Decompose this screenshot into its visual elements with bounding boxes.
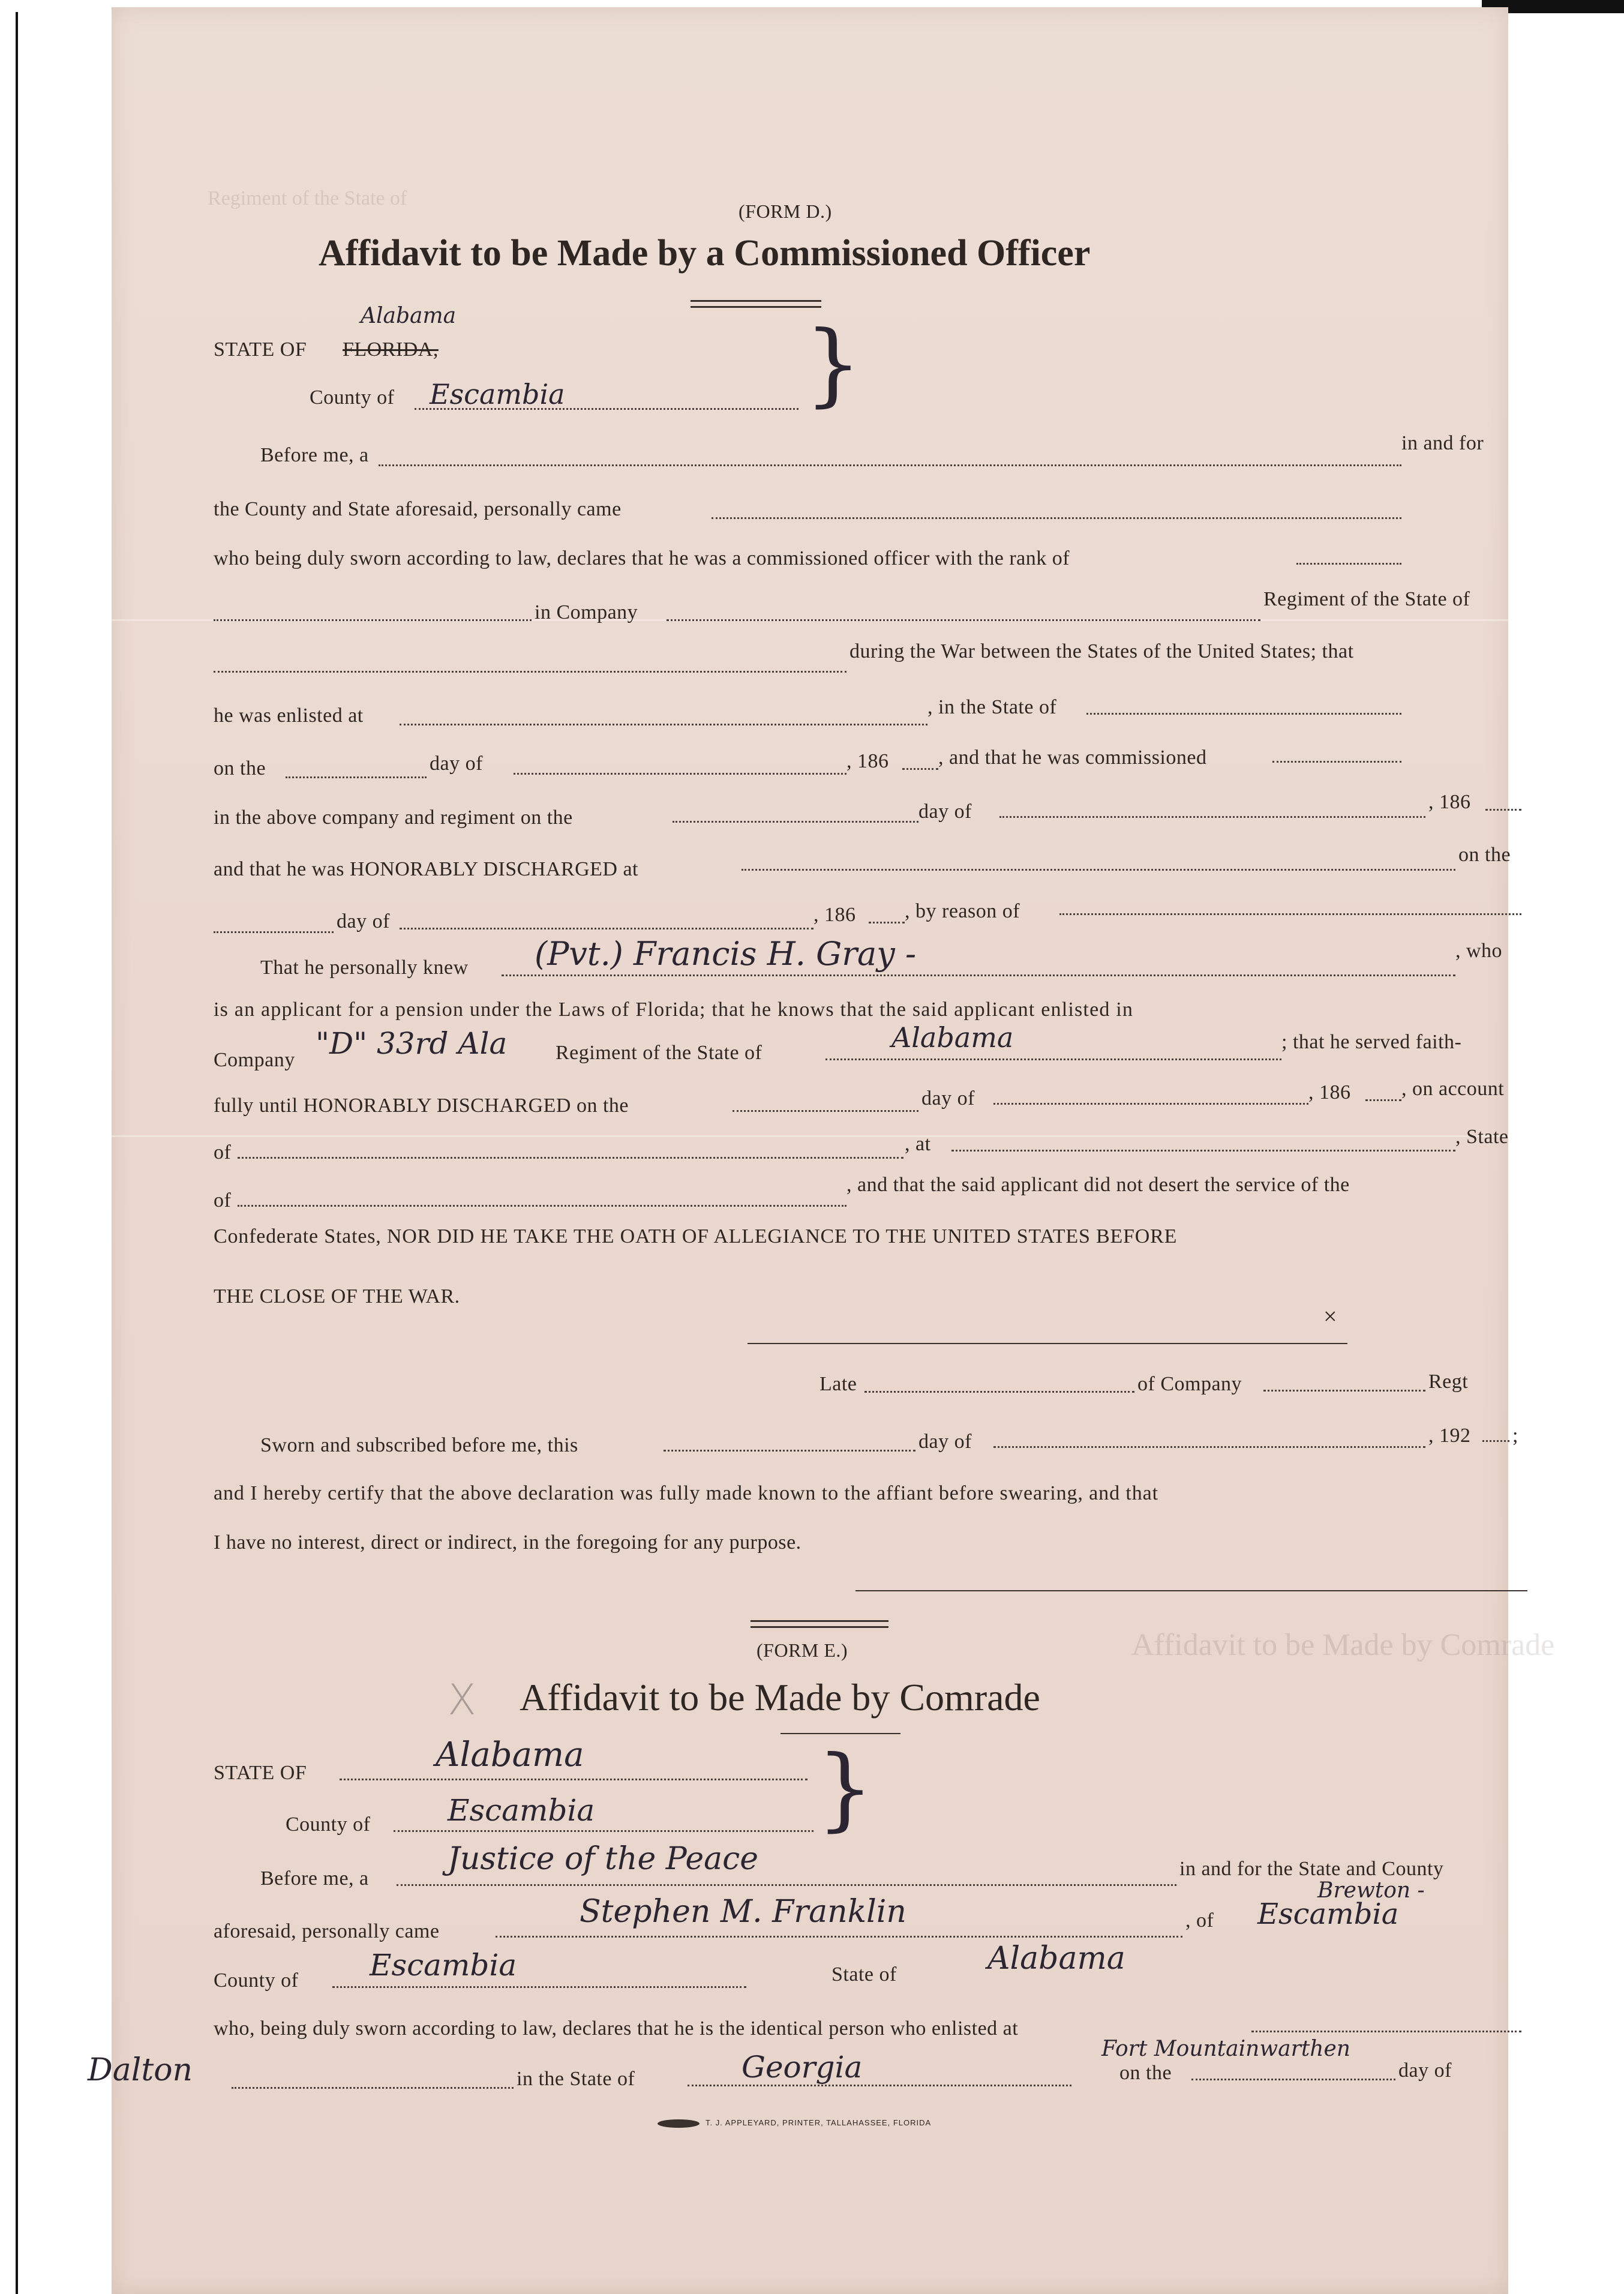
form-e-dalton-blank	[232, 2087, 514, 2089]
line-on-account: , on account	[1401, 1078, 1505, 1100]
line-day-of-2: day of	[918, 800, 972, 823]
blank-enlisted-at	[400, 724, 927, 725]
line-of-2: of	[214, 1189, 232, 1212]
paper-fold	[112, 1135, 1508, 1137]
blank-commission-year	[1485, 809, 1521, 811]
form-e-state-handwritten: Alabama	[436, 1735, 584, 1774]
form-e-aforesaid: aforesaid, personally came	[214, 1920, 440, 1942]
title-rule	[691, 300, 821, 302]
form-e-state-of: STATE OF	[214, 1762, 307, 1784]
line-186: , 186	[846, 750, 889, 772]
bleed-through: Regiment of the State of	[208, 187, 407, 209]
line-during-war: during the War between the States of the United States; that	[849, 640, 1354, 662]
state-printed-struck: FLORIDA,	[343, 338, 439, 361]
brace: }	[805, 312, 862, 416]
form-e-county2-blank	[332, 1986, 746, 1988]
line-on-the: on the	[214, 757, 266, 779]
form-e-of: , of	[1185, 1909, 1214, 1932]
line-of: of	[214, 1141, 232, 1164]
form-d-title: Affidavit to be Made by a Commissioned Officer	[319, 233, 1091, 274]
blank-applicant-discharge-year	[1365, 1099, 1401, 1101]
form-e-title: Affidavit to be Made by Comrade	[520, 1676, 1040, 1719]
form-e-day-of: day of	[1398, 2059, 1452, 2082]
line-certify: and I hereby certify that the above declaration was fully made known to the affiant before swearing, and that	[214, 1482, 1158, 1504]
line-above-company: in the above company and regiment on the	[214, 806, 573, 829]
form-e-residence-handwritten: Escambia	[1257, 1897, 1399, 1931]
state-of-label: STATE OF	[214, 338, 307, 361]
line-who: , who	[1455, 940, 1503, 962]
form-e-county-of: County of	[286, 1813, 371, 1836]
blank-commission-day	[673, 821, 918, 823]
form-e-before-me: Before me, a	[260, 1867, 369, 1890]
line-county-state: the County and State aforesaid, personally came	[214, 498, 622, 520]
line-in-state-of: , in the State of	[927, 696, 1057, 718]
line-sworn-subscribed: Sworn and subscribed before me, this	[260, 1434, 578, 1456]
blank-account	[238, 1157, 903, 1159]
line-regiment-state: Regiment of the State of	[1263, 588, 1470, 610]
blank-at	[951, 1150, 1455, 1152]
blank-name	[712, 517, 1401, 519]
form-e-label: (FORM E.)	[757, 1639, 848, 1661]
blank-late	[864, 1391, 1134, 1393]
line-day-of-5: day of	[918, 1431, 972, 1453]
blank-discharge-month	[400, 928, 813, 929]
blank-sworn-day	[664, 1450, 915, 1452]
form-e-comrade-name-handwritten: Stephen M. Franklin	[580, 1894, 906, 1930]
blank-rank-cont	[214, 619, 532, 621]
blank-rank	[1296, 563, 1401, 565]
blank-applicant-discharge-day	[733, 1110, 918, 1112]
x-mark: X	[448, 1675, 476, 1725]
line-day-of-4: day of	[921, 1087, 975, 1109]
line-on-the-2: on the	[1458, 844, 1511, 866]
line-enlisted-at: he was enlisted at	[214, 704, 364, 727]
officer-mark: ×	[1323, 1303, 1337, 1330]
form-e-state-of-2: State of	[831, 1963, 897, 1986]
line-semicolon: ;	[1512, 1425, 1518, 1447]
line-discharged-at: and that he was HONORABLY DISCHARGED at	[214, 858, 638, 880]
form-e-brace: }	[816, 1737, 874, 1841]
form-e-georgia-blank	[688, 2085, 1071, 2086]
line-regt: Regt	[1428, 1371, 1469, 1393]
blank-applicant-state	[825, 1058, 1281, 1060]
blank-of-company	[1263, 1390, 1425, 1392]
state-handwritten: Alabama	[361, 304, 457, 328]
form-e-dalton-handwritten: Dalton	[88, 2052, 193, 2088]
line-before-me: Before me, a	[260, 444, 369, 466]
form-e-rule	[751, 1626, 888, 1628]
signature-line	[748, 1343, 1347, 1344]
line-192: , 192	[1428, 1425, 1471, 1447]
county-of-label: County of	[310, 386, 395, 409]
line-in-and-for: in and for	[1401, 432, 1484, 454]
line-regiment-state-2: Regiment of the State of	[556, 1042, 763, 1064]
line-in-company: in Company	[535, 601, 638, 623]
blank-state-of	[238, 1205, 846, 1207]
blank-month	[514, 773, 846, 775]
form-e-rule	[751, 1620, 888, 1622]
line-by-reason: , by reason of	[905, 900, 1020, 922]
form-e-in-and-for: in and for the State and County	[1179, 1858, 1444, 1880]
line-of-company: of Company	[1137, 1373, 1242, 1395]
form-e-county-of-2: County of	[214, 1969, 299, 1992]
blank-commissioned	[1272, 761, 1401, 763]
form-e-state2-handwritten: Alabama	[987, 1941, 1125, 1977]
document-sheet	[88, 7, 1555, 2294]
blank-applicant	[502, 974, 1455, 976]
form-e-sworn: who, being duly sworn according to law, declares that he is the identical person who enlisted at	[214, 2017, 1019, 2040]
line-served-faith: ; that he served faith-	[1281, 1031, 1462, 1053]
line-close-of-war: THE CLOSE OF THE WAR.	[214, 1285, 460, 1308]
blank-applicant-discharge-month	[993, 1103, 1308, 1105]
title-rule	[691, 306, 821, 308]
blank-company	[667, 619, 1260, 621]
blank-day	[286, 776, 427, 778]
form-e-comrade-blank	[496, 1936, 1182, 1938]
form-e-brewton-handwritten: Brewton -	[1317, 1878, 1425, 1903]
blank-officer-title	[379, 464, 1401, 466]
line-personally-knew: That he personally knew	[260, 956, 469, 979]
line-fully-until: fully until HONORABLY DISCHARGED on the	[214, 1094, 629, 1117]
form-e-county-blank	[394, 1830, 813, 1832]
line-no-interest: I have no interest, direct or indirect, in the foregoing for any purpose.	[214, 1531, 802, 1554]
line-186-4: , 186	[1308, 1081, 1351, 1103]
line-186-2: , 186	[1428, 791, 1471, 813]
blank-commission-month	[999, 816, 1425, 818]
line-did-not-desert: , and that the said applicant did not desert the service of the	[846, 1174, 1350, 1196]
blank-discharge-day	[214, 931, 334, 933]
county-handwritten: Escambia	[430, 378, 565, 410]
line-186-3: , 186	[813, 904, 856, 926]
printer-imprint: T. J. APPLEYARD, PRINTER, TALLAHASSEE, FLORIDA	[706, 2118, 932, 2127]
blank-sworn-year	[1482, 1440, 1509, 1442]
company-handwritten: "D" 33rd Ala	[316, 1026, 508, 1061]
form-e-on-the: on the	[1119, 2062, 1172, 2084]
form-e-in-state-of: in the State of	[517, 2068, 635, 2090]
blank-state	[214, 671, 846, 673]
county-blank	[415, 408, 799, 410]
officiant-signature-line	[855, 1590, 1527, 1591]
form-e-state-blank	[340, 1779, 808, 1780]
bleed-through: Affidavit to be Made by Comrade	[1131, 1628, 1555, 1662]
line-day-of-3: day of	[337, 910, 390, 932]
blank-discharged-at	[742, 869, 1455, 871]
blank-year	[902, 768, 938, 770]
applicant-state-handwritten: Alabama	[891, 1021, 1014, 1054]
line-commissioned: , and that he was commissioned	[938, 746, 1207, 769]
line-at: , at	[905, 1133, 931, 1155]
form-e-justice-handwritten: Justice of the Peace	[448, 1841, 759, 1877]
line-applicant-pension: is an applicant for a pension under the Laws of Florida; that he knows that the said applicant enlisted in	[214, 998, 1134, 1021]
applicant-name-handwritten: (Pvt.) Francis H. Gray -	[535, 935, 917, 973]
scan-edge-left	[16, 12, 18, 2294]
blank-enlisted-state	[1086, 713, 1401, 715]
form-e-officer-blank	[397, 1884, 1176, 1886]
form-e-county-handwritten: Escambia	[448, 1793, 595, 1828]
blank-reason	[1059, 913, 1521, 915]
line-late: Late	[819, 1373, 857, 1395]
line-company: Company	[214, 1049, 295, 1071]
form-e-day-blank	[1191, 2079, 1395, 2080]
line-sworn-rank: who being duly sworn according to law, declares that he was a commissioned officer with the rank of	[214, 547, 1070, 569]
form-e-title-rule	[781, 1733, 900, 1734]
line-state: , State	[1455, 1126, 1509, 1148]
printer-ornament-icon	[658, 2119, 700, 2128]
form-e-county2-handwritten: Escambia	[370, 1948, 517, 1983]
blank-sworn-month	[993, 1446, 1425, 1448]
form-e-georgia-handwritten: Georgia	[742, 2050, 863, 2085]
line-day-of: day of	[430, 752, 483, 775]
form-d-label: (FORM D.)	[739, 200, 832, 222]
form-e-fort-handwritten: Fort Mountainwarthen	[1101, 2037, 1350, 2061]
line-oath: Confederate States, NOR DID HE TAKE THE OATH OF ALLEGIANCE TO THE UNITED STATES BEFORE	[214, 1225, 1178, 1248]
blank-discharge-year	[869, 922, 905, 923]
form-e-enlisted-blank	[1251, 2031, 1521, 2032]
